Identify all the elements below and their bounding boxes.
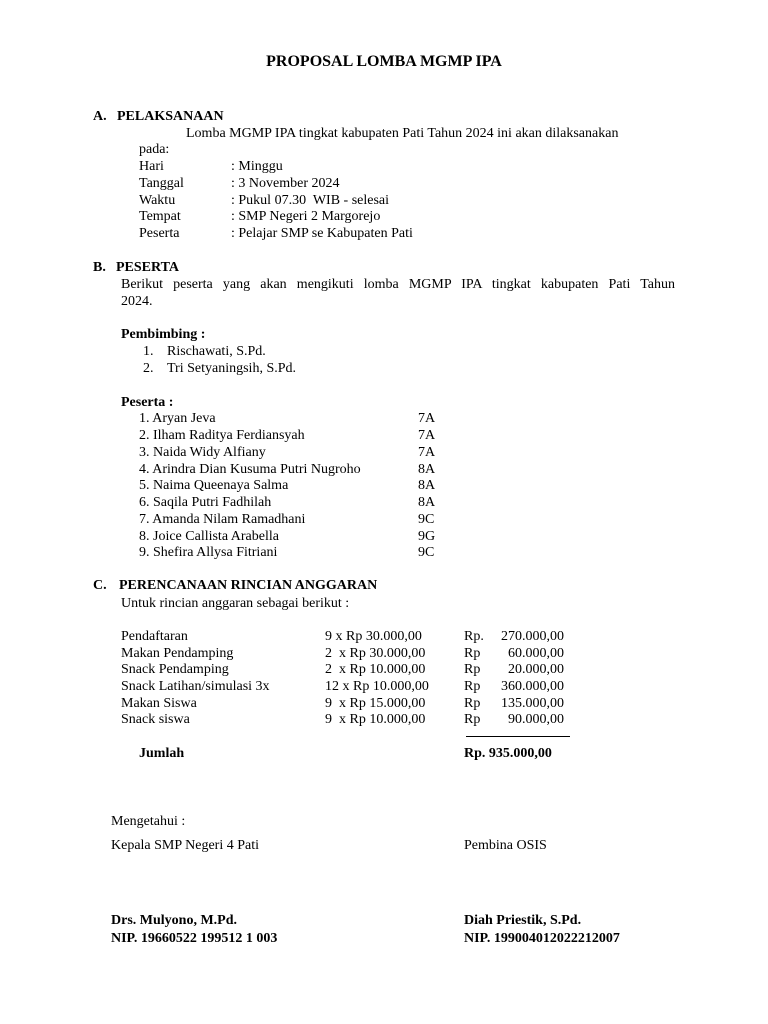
peserta-class: 8A [418,495,436,510]
peserta-name: 9. Shefira Allysa Fitriani [139,545,278,560]
budget-calc: 2 x Rp 10.000,00 [325,662,426,677]
section-a-intro-line1: Lomba MGMP IPA tingkat kabupaten Pati Tahun 2024 ini akan dilaksanakan [186,126,619,141]
budget-item: Snack Pendamping [121,662,229,677]
budget-currency: Rp [464,662,481,677]
detail-label-tempat: Tempat [139,209,181,224]
total-value: Rp. 935.000,00 [464,746,552,761]
section-c-heading: PERENCANAAN RINCIAN ANGGARAN [119,578,378,593]
budget-currency: Rp. [464,629,484,644]
left-signatory-nip: NIP. 19660522 199512 1 003 [111,931,278,946]
peserta-name: 4. Arindra Dian Kusuma Putri Nugroho [139,462,361,477]
pembimbing-number: 2. [143,361,154,376]
section-b-intro-line1: Berikut peserta yang akan mengikuti lomba MGMP IPA tingkat kabupaten Pati Tahun [121,277,675,292]
budget-amount: 60.000,00 [508,646,564,661]
left-signatory-name: Drs. Mulyono, M.Pd. [111,913,237,928]
peserta-class: 9C [418,512,435,527]
pembimbing-name: Tri Setyaningsih, S.Pd. [167,361,297,376]
total-label: Jumlah [139,746,185,761]
peserta-class: 7A [418,411,436,426]
budget-currency: Rp [464,696,481,711]
budget-item: Makan Pendamping [121,646,234,661]
right-signatory-name: Diah Priestik, S.Pd. [464,913,582,928]
peserta-class: 8A [418,478,436,493]
section-c-letter: C. [93,578,107,593]
detail-value-hari: : Minggu [231,159,283,174]
right-signatory-nip: NIP. 199004012022212007 [464,931,620,946]
detail-label-tanggal: Tanggal [139,176,184,191]
detail-value-tempat: : SMP Negeri 2 Margorejo [231,209,381,224]
budget-calc: 9 x Rp 10.000,00 [325,712,426,727]
peserta-name: 5. Naima Queenaya Salma [139,478,289,493]
detail-label-waktu: Waktu [139,193,176,208]
section-a-letter: A. [93,109,107,124]
section-b-heading: PESERTA [116,260,180,275]
budget-calc: 2 x Rp 30.000,00 [325,646,426,661]
left-signatory-role: Kepala SMP Negeri 4 Pati [111,838,260,853]
total-divider [466,736,570,737]
budget-item: Pendaftaran [121,629,188,644]
budget-currency: Rp [464,712,481,727]
budget-currency: Rp [464,679,481,694]
document-title: PROPOSAL LOMBA MGMP IPA [266,53,502,70]
budget-amount: 360.000,00 [501,679,564,694]
budget-currency: Rp [464,646,481,661]
detail-value-tanggal: : 3 November 2024 [231,176,340,191]
detail-value-peserta: : Pelajar SMP se Kabupaten Pati [231,226,413,241]
section-a-heading: PELAKSANAAN [117,109,224,124]
budget-amount: 270.000,00 [501,629,564,644]
detail-label-hari: Hari [139,159,164,174]
section-b-letter: B. [93,260,106,275]
detail-value-waktu: : Pukul 07.30 WIB - selesai [231,193,390,208]
budget-item: Snack Latihan/simulasi 3x [121,679,270,694]
mengetahui-label: Mengetahui : [111,814,186,829]
detail-label-peserta: Peserta [139,226,180,241]
budget-amount: 20.000,00 [508,662,564,677]
budget-calc: 12 x Rp 10.000,00 [325,679,429,694]
peserta-name: 1. Aryan Jeva [139,411,216,426]
right-signatory-role: Pembina OSIS [464,838,547,853]
budget-amount: 90.000,00 [508,712,564,727]
peserta-class: 9C [418,545,435,560]
section-b-intro-line2: 2024. [121,294,153,309]
peserta-name: 8. Joice Callista Arabella [139,529,279,544]
budget-amount: 135.000,00 [501,696,564,711]
peserta-class: 7A [418,428,436,443]
peserta-class: 9G [418,529,436,544]
budget-item: Makan Siswa [121,696,197,711]
peserta-name: 6. Saqila Putri Fadhilah [139,495,272,510]
peserta-name: 7. Amanda Nilam Ramadhani [139,512,306,527]
peserta-class: 7A [418,445,436,460]
pembimbing-name: Rischawati, S.Pd. [167,344,266,359]
peserta-class: 8A [418,462,436,477]
budget-calc: 9 x Rp 15.000,00 [325,696,426,711]
budget-item: Snack siswa [121,712,190,727]
pembimbing-heading: Pembimbing : [121,327,206,342]
peserta-name: 2. Ilham Raditya Ferdiansyah [139,428,305,443]
pembimbing-number: 1. [143,344,154,359]
section-a-intro-line2: pada: [139,142,170,157]
section-c-intro: Untuk rincian anggaran sebagai berikut : [121,596,350,611]
peserta-name: 3. Naida Widy Alfiany [139,445,266,460]
peserta-heading: Peserta : [121,395,174,410]
budget-calc: 9 x Rp 30.000,00 [325,629,422,644]
